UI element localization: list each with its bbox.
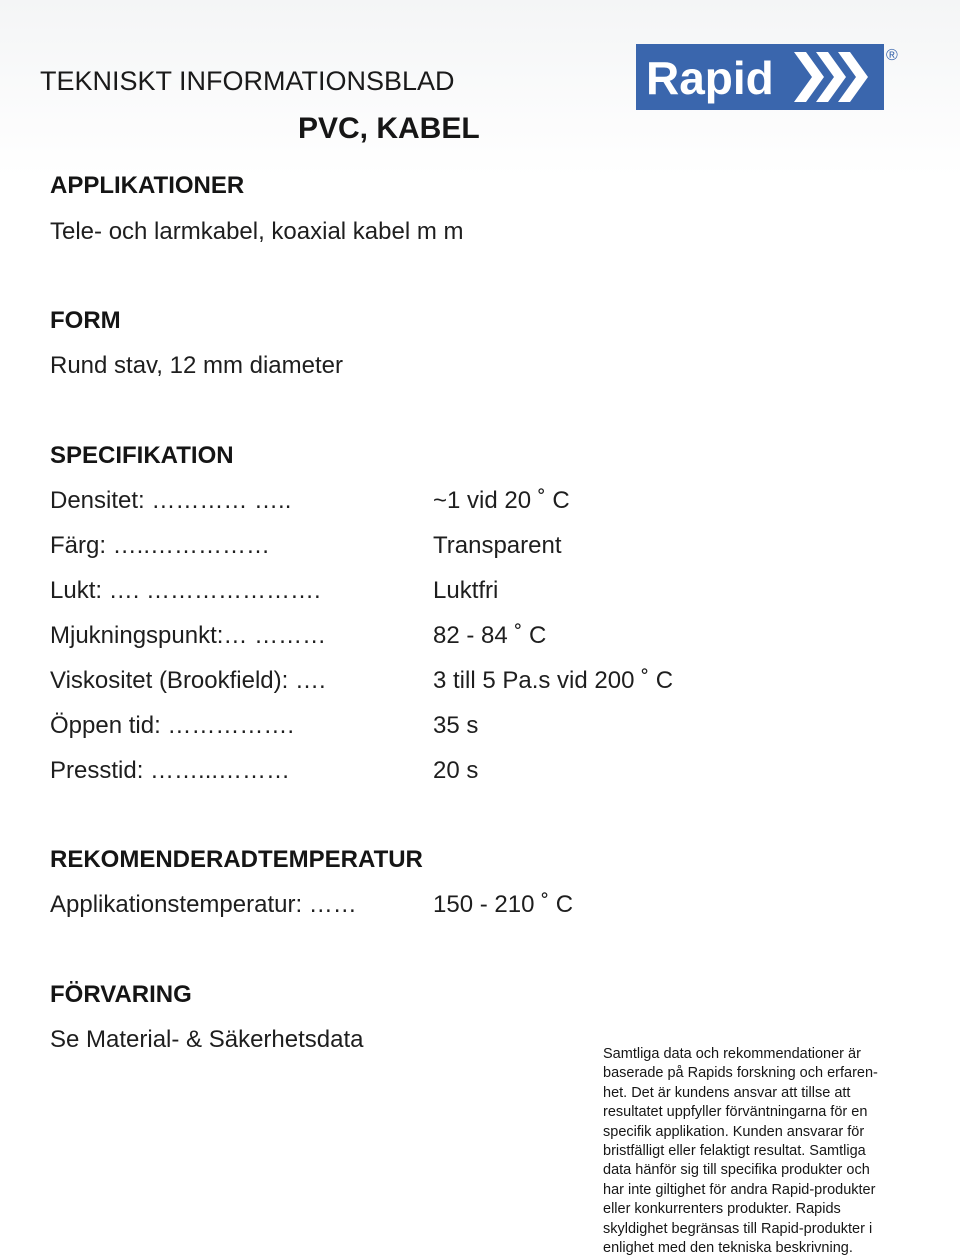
spec-label-press-time: Presstid: ……...……… bbox=[50, 757, 291, 784]
spec-label-density: Densitet: ………… ….. bbox=[50, 487, 292, 514]
spec-value-press-time: 20 s bbox=[433, 757, 479, 784]
storage-title: FÖRVARING bbox=[50, 981, 192, 1008]
specification-title: SPECIFIKATION bbox=[50, 442, 234, 469]
spec-value-color: Transparent bbox=[433, 532, 562, 559]
spec-value-density: ~1 vid 20 ˚ C bbox=[433, 487, 570, 514]
disclaimer-line: specifik applikation. Kunden ansvarar för bbox=[603, 1123, 865, 1140]
disclaimer-line: data hänför sig till specifika produkter och bbox=[603, 1162, 870, 1179]
application-temperature-label: Applikationstemperatur: …… bbox=[50, 891, 357, 918]
disclaimer-line: enlighet med den tekniska beskrivning. bbox=[603, 1240, 853, 1257]
registered-mark: ® bbox=[886, 47, 898, 64]
spec-value-open-time: 35 s bbox=[433, 712, 479, 739]
logo-wordmark: Rapid bbox=[646, 52, 774, 104]
storage-text: Se Material- & Säkerhetsdata bbox=[50, 1026, 364, 1053]
form-text: Rund stav, 12 mm diameter bbox=[50, 352, 344, 379]
form-title: FORM bbox=[50, 307, 121, 334]
spec-label-color: Färg: …..…………… bbox=[50, 532, 271, 559]
disclaimer-line: eller konkurrenters produkter. Rapids bbox=[603, 1201, 841, 1218]
disclaimer-line: het. Det är kundens ansvar att tillse att bbox=[603, 1084, 851, 1101]
spec-label-odor: Lukt: …. …………………. bbox=[50, 577, 321, 604]
application-temperature-value: 150 - 210 ˚ C bbox=[433, 891, 574, 918]
disclaimer-line: baserade på Rapids forskning och erfaren- bbox=[603, 1065, 878, 1082]
spec-value-odor: Luktfri bbox=[433, 577, 499, 604]
disclaimer-text bbox=[603, 1045, 913, 1258]
disclaimer-line: bristfälligt eller felaktigt resultat. Samtliga bbox=[603, 1143, 866, 1160]
disclaimer-line: Samtliga data och rekommendationer är bbox=[603, 1046, 861, 1062]
disclaimer-line: har inte giltighet för andra Rapid-produkter bbox=[603, 1181, 876, 1198]
document-type-heading: TEKNISKT INFORMATIONSBLAD bbox=[40, 66, 455, 96]
spec-label-softening-point: Mjukningspunkt:… ……… bbox=[50, 622, 327, 649]
product-title: PVC, KABEL bbox=[298, 112, 480, 145]
rapid-logo bbox=[636, 44, 902, 110]
spec-value-viscosity: 3 till 5 Pa.s vid 200 ˚ C bbox=[433, 667, 674, 694]
applications-text: Tele- och larmkabel, koaxial kabel m m bbox=[50, 218, 464, 245]
recommended-temperature-title: REKOMENDERADTEMPERATUR bbox=[50, 846, 423, 873]
applications-title: APPLIKATIONER bbox=[50, 172, 245, 199]
disclaimer-line: resultatet uppfyller förväntningarna för en bbox=[603, 1104, 868, 1121]
spec-value-softening-point: 82 - 84 ˚ C bbox=[433, 622, 547, 649]
spec-label-viscosity: Viskositet (Brookfield): …. bbox=[50, 667, 326, 694]
disclaimer-line: skyldighet begränsas till Rapid-produkter i bbox=[603, 1220, 873, 1237]
spec-label-open-time: Öppen tid: ……………. bbox=[50, 712, 295, 739]
